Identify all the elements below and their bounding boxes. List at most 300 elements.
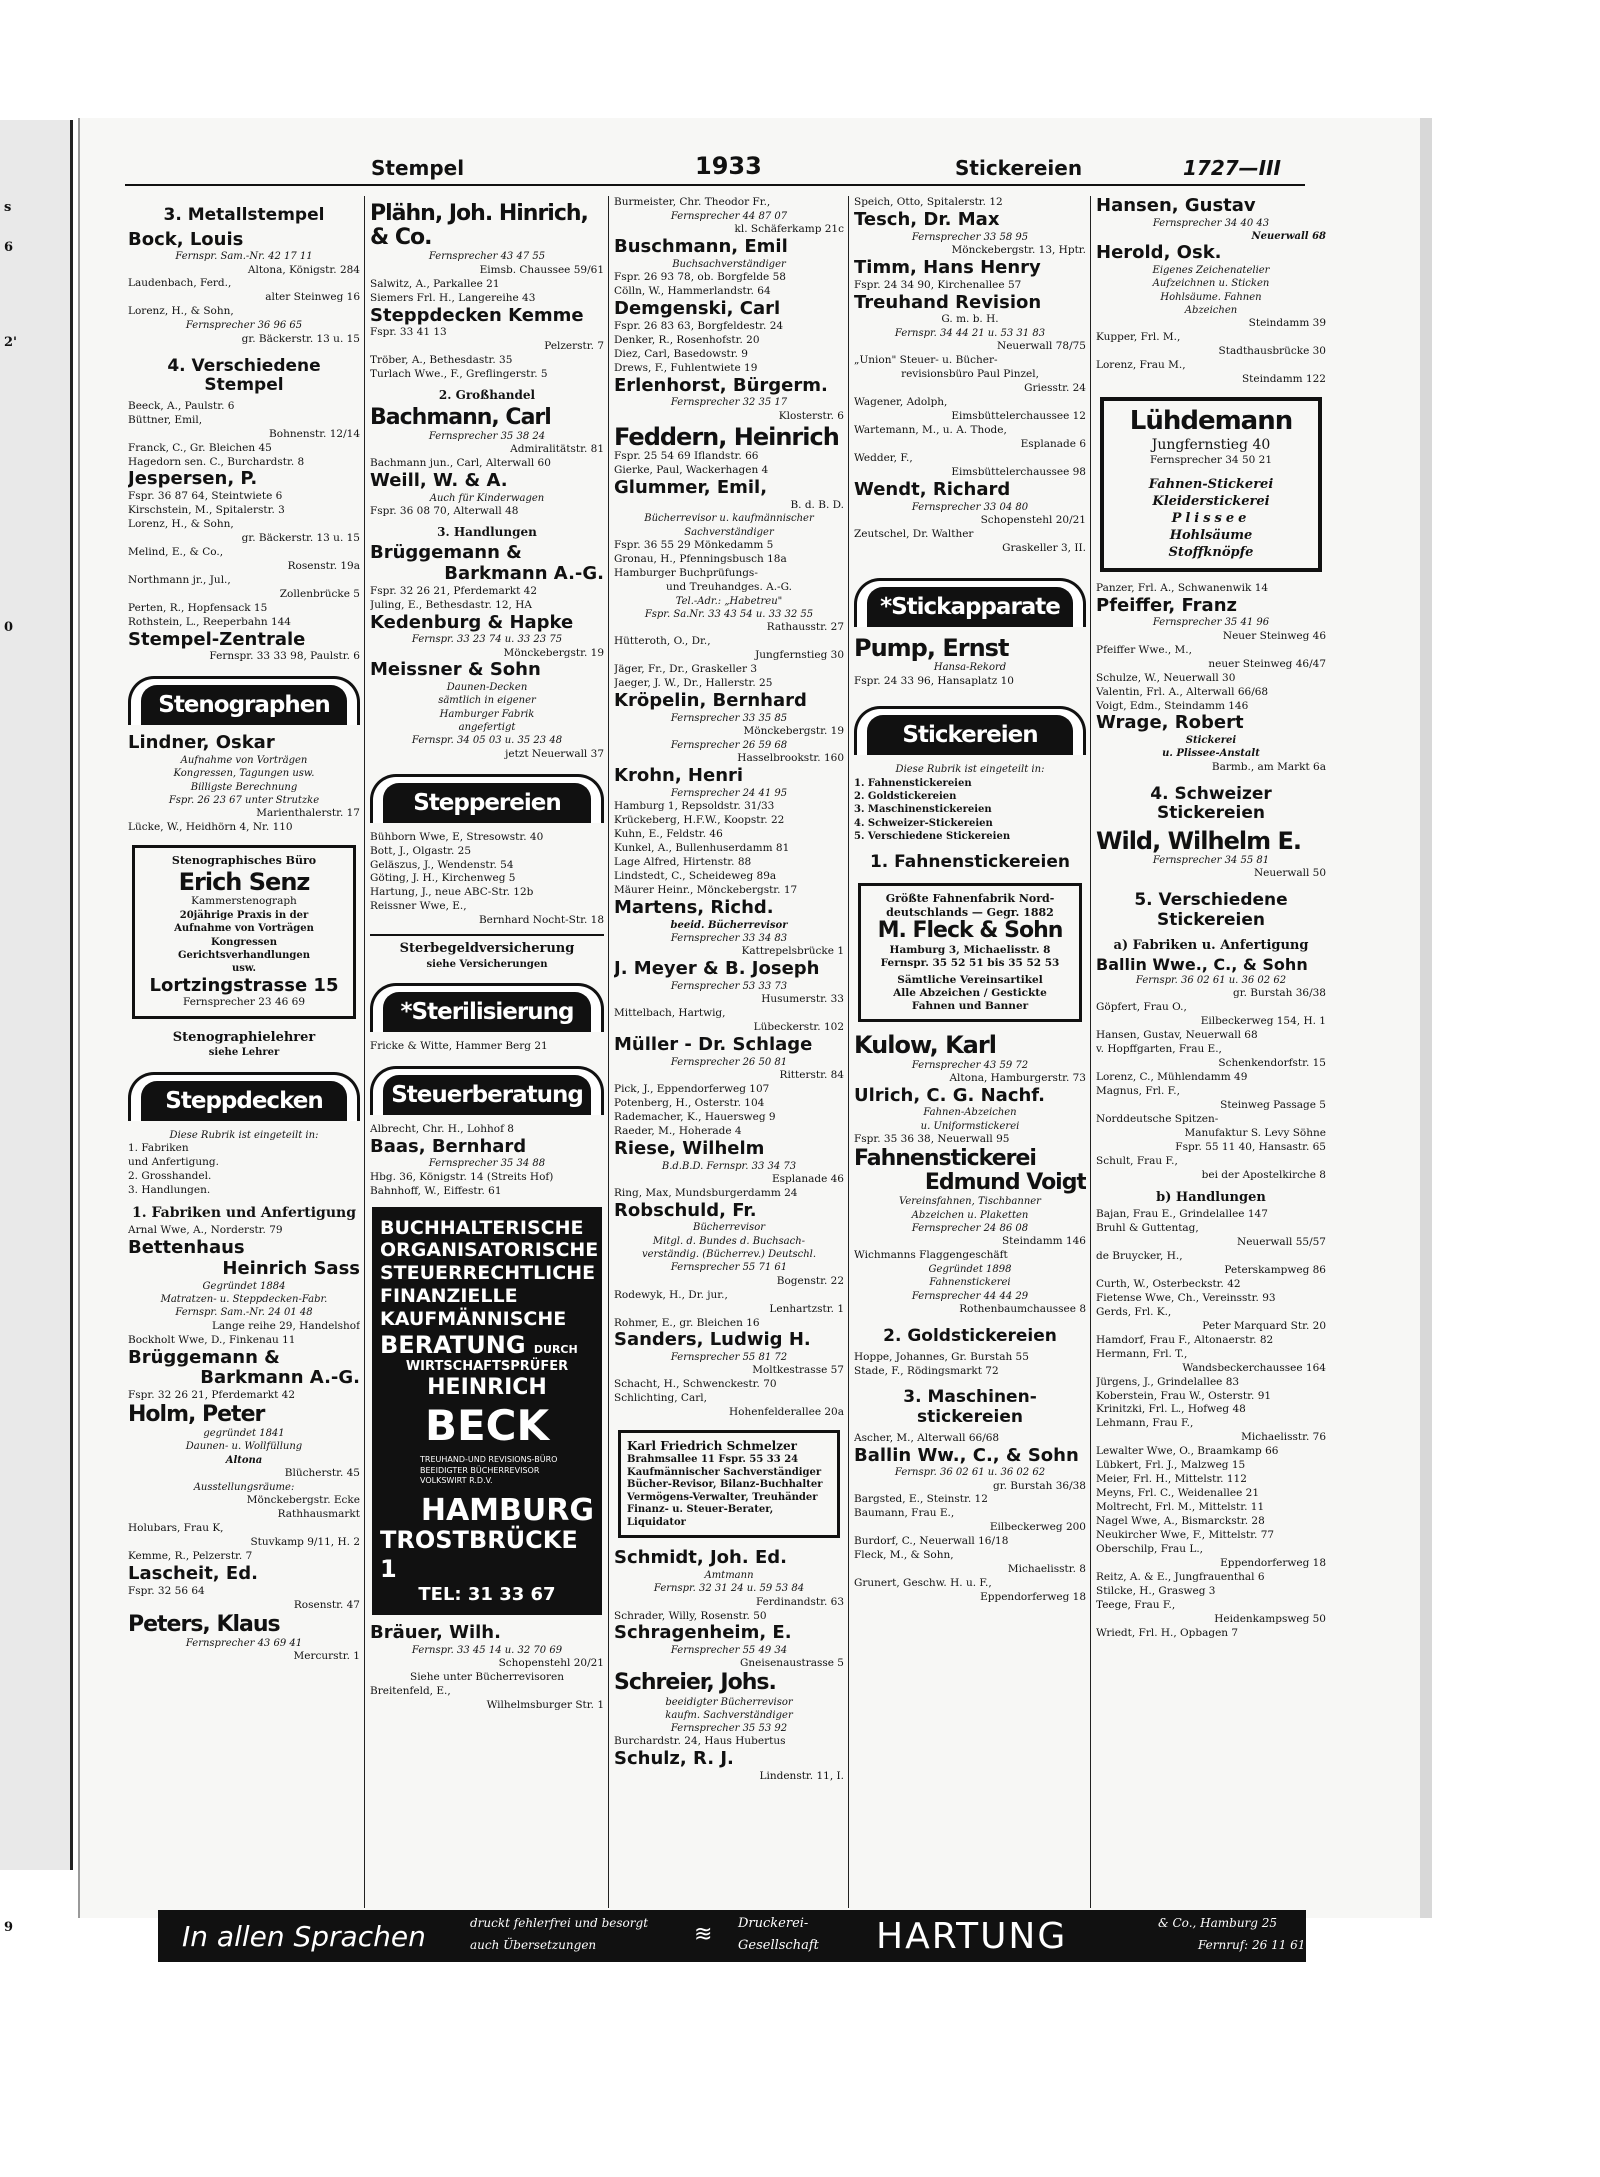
list-item: 3. Maschinenstickereien — [854, 804, 992, 816]
address: Hasselbrookstr. 160 — [737, 752, 844, 765]
entry: Kuhn, E., Feldstr. 46 — [614, 828, 723, 841]
ad-line: VOLKSWIRT R.D.V. — [420, 1476, 493, 1486]
ad-line: HEINRICH — [427, 1375, 547, 1401]
advert-box — [618, 1430, 840, 1538]
entry: Mittelbach, Hartwig, — [614, 1007, 726, 1020]
list-item: und Anfertigung. — [128, 1156, 219, 1169]
entry: und Treuhandges. A.-G. — [666, 580, 792, 593]
address: Neuerwall 68 — [1251, 230, 1326, 242]
address: Barmb., am Markt 6a — [1211, 760, 1326, 773]
entry: Lorenz, Frau M., — [1096, 359, 1186, 372]
entry: Fietense Wwe, Ch., Vereinsstr. 93 — [1096, 1291, 1276, 1304]
address: Hohenfelderallee 20a — [729, 1406, 844, 1419]
phone: Fspr. Sa.Nr. 33 43 54 u. 33 32 55 — [644, 609, 814, 621]
ad-line: WIRTSCHAFTSPRÜFER — [405, 1359, 569, 1375]
entry: Diez, Carl, Basedowstr. 9 — [614, 347, 748, 360]
entry: Lorenz, H., & Sohn, — [128, 518, 234, 531]
entry-name: Plähn, Joh. Hinrich, & Co. — [370, 201, 588, 251]
entry: Meier, Frl. H., Mittelstr. 112 — [1096, 1473, 1247, 1486]
entry: Drews, F., Fuhlentwiete 19 — [614, 361, 758, 374]
section-heading: 2. Goldstickereien — [883, 1326, 1057, 1347]
phone: Fernsprecher 33 34 83 — [670, 933, 788, 945]
note: Fahnenstickerei — [929, 1277, 1011, 1289]
address: Neuerwall 55/57 — [1237, 1236, 1326, 1249]
entry: Rohmer, E., gr. Bleichen 16 — [614, 1316, 760, 1329]
phone: Fernspr. Sam.-Nr. 24 01 48 — [175, 1307, 313, 1319]
entry-name: Pfeiffer, Franz — [1096, 594, 1237, 616]
address: gr. Bäckerstr. 13 u. 15 — [241, 332, 360, 345]
column-5 — [1096, 196, 1326, 1908]
entry-name: Robschuld, Fr. — [614, 1199, 757, 1221]
note: Ausstellungsräume: — [193, 1481, 295, 1493]
address: Moltkestrasse 57 — [752, 1364, 844, 1377]
page-edge — [1420, 118, 1432, 1918]
footer-slogan: In allen Sprachen — [182, 1920, 426, 1953]
address: Husumerstr. 33 — [761, 993, 844, 1006]
entry: Melind, E., & Co., — [128, 545, 224, 558]
address: Jungfernstieg 30 — [755, 649, 844, 662]
entry: Lewalter Wwe, O., Braamkamp 66 — [1096, 1445, 1279, 1458]
ad-line: Fahnen-Stickerei — [1148, 477, 1274, 493]
phone: Fernsprecher 32 35 17 — [670, 397, 788, 409]
section-heading: 4. Verschiedene Stempel — [167, 355, 321, 396]
note: Buchsachverständiger — [672, 258, 786, 270]
address: Peter Marquard Str. 20 — [1202, 1319, 1326, 1332]
ad-name: Lühdemann — [1129, 405, 1293, 436]
ad-line: Kleiderstickerei — [1152, 494, 1270, 510]
address: Steindamm 39 — [1248, 317, 1326, 330]
note: verständig. (Bücherrev.) Deutschl. — [641, 1249, 817, 1261]
ad-line: BERATUNG — [380, 1330, 526, 1359]
address: Rosenstr. 19a — [287, 559, 360, 572]
entry: Koberstein, Frau W., Osterstr. 91 — [1096, 1389, 1272, 1402]
sub-heading: 3. Handlungen — [437, 525, 537, 540]
entry: Gronau, H., Pfenningsbusch 18a — [614, 553, 787, 566]
entry: Wedder, F., — [854, 452, 913, 465]
address: Heidenkampsweg 50 — [1214, 1612, 1326, 1625]
address: Lange reihe 29, Handelshof — [211, 1319, 360, 1332]
cross-ref: siehe Lehrer — [208, 1047, 280, 1059]
category-title: Stenographen — [141, 685, 347, 725]
phone: Fernsprecher 24 86 08 — [911, 1222, 1029, 1234]
entry-name: Brüggemann & — [128, 1346, 280, 1368]
phone: Fernsprecher 33 04 80 — [911, 501, 1029, 513]
entry: Tröber, A., Bethesdastr. 35 — [370, 354, 513, 367]
ad-address: TROSTBRÜCKE 1 — [380, 1526, 578, 1583]
sub-heading: b) Handlungen — [1156, 1189, 1266, 1205]
waves-icon: ≋ — [694, 1922, 713, 1947]
entry-name: Barkmann A.-G. — [444, 562, 604, 584]
note: Mitgl. d. Bundes d. Buchsach- — [652, 1235, 806, 1247]
phone: Fspr. 26 93 78, ob. Borgfelde 58 — [614, 271, 786, 284]
entry-name: Schragenheim, E. — [614, 1622, 792, 1644]
address: Mönckebergstr. 19 — [743, 725, 844, 738]
entry-name: Stempel-Zentrale — [128, 628, 306, 650]
ad-line: Finanz- u. Steuer-Berater, Liquidator — [627, 1504, 774, 1528]
entry-name: Sanders, Ludwig H. — [614, 1329, 811, 1351]
entry: Reitz, A. & E., Jungfrauenthal 6 — [1096, 1570, 1265, 1583]
entry: Speich, Otto, Spitalerstr. 12 — [854, 196, 1003, 208]
ad-line: Kammerstenograph — [191, 895, 297, 908]
entry: Jäger, Fr., Dr., Graskeller 3 — [614, 663, 758, 676]
entry-name: Meissner & Sohn — [370, 659, 541, 681]
section-heading: 5. Verschiedene Stickereien — [1134, 890, 1288, 930]
entry-name: Steppdecken Kemme — [370, 304, 584, 326]
address: Stadthausbrücke 30 — [1218, 345, 1326, 358]
address: Bohnenstr. 12/14 — [269, 427, 360, 440]
phone: Fspr. 25 54 69 Iflandstr. 66 — [614, 449, 759, 462]
address: Michaelisstr. 8 — [1007, 1563, 1086, 1576]
address: Peterskampweg 86 — [1224, 1263, 1326, 1276]
note: Hohlsäume. Fahnen — [1160, 291, 1262, 303]
entry: Moltrecht, Frl. M., Mittelstr. 11 — [1096, 1501, 1265, 1514]
phone: Fernsprecher 36 96 65 — [185, 320, 303, 332]
note: Auch für Kinderwagen — [429, 493, 545, 505]
entry: „Union" Steuer- u. Bücher- — [854, 354, 998, 367]
phone: Fernspr. 32 31 24 u. 59 53 84 — [653, 1583, 805, 1595]
ad-line: KAUFMÄNNISCHE — [380, 1307, 567, 1330]
note: angefertigt — [458, 722, 516, 734]
entry: Stilcke, H., Grasweg 3 — [1096, 1584, 1216, 1597]
address: gr. Bäckerstr. 13 u. 15 — [241, 532, 360, 544]
address: Zollenbrücke 5 — [279, 587, 360, 600]
column-1 — [128, 196, 360, 1908]
entry: Schacht, H., Schwenckestr. 70 — [614, 1378, 777, 1391]
section-heading: 3. Maschinen-stickereien — [903, 1387, 1037, 1428]
category-title: Steppereien — [383, 783, 591, 823]
note: Bücherrevisor — [692, 1222, 765, 1234]
entry: Lübkert, Frl. J., Malzweg 15 — [1096, 1459, 1246, 1472]
ad-line: Größte Fahnenfabrik Nord- — [885, 891, 1055, 905]
phone: Fernsprecher 24 41 95 — [670, 788, 788, 800]
entry: Bahnhoff, W., Eiffestr. 61 — [370, 1184, 502, 1197]
entry-name: Buschmann, Emil — [614, 236, 788, 258]
ad-line: FINANZIELLE — [380, 1285, 518, 1308]
strip-char: 0 — [4, 620, 14, 635]
phone: Fernspr. 33 23 74 u. 33 23 75 — [411, 634, 563, 646]
note: Kongressen, Tagungen usw. — [173, 768, 315, 780]
entry-name: Ballin Ww., C., & Sohn — [854, 1444, 1079, 1466]
advert-box — [1100, 397, 1322, 572]
phone: Fspr. 32 56 64 — [128, 1584, 205, 1597]
phone: Fernsprecher 35 53 92 — [670, 1723, 788, 1735]
note: kaufm. Sachverständiger — [665, 1709, 793, 1721]
note: Bücherrevisor u. kaufmännischer — [644, 513, 814, 525]
phone: Fspr. 36 08 70, Alterwall 48 — [370, 505, 519, 518]
address: Esplanade 46 — [771, 1172, 844, 1185]
entry: Norddeutsche Spitzen- — [1096, 1113, 1219, 1126]
address: Stuvkamp 9/11, H. 2 — [250, 1536, 360, 1549]
entry: Hagedorn sen. C., Burchardstr. 8 — [128, 455, 305, 468]
address: Steinweg Passage 5 — [1220, 1099, 1326, 1112]
footer-line: Gesellschaft — [738, 1938, 819, 1953]
address: Schenkendorfstr. 15 — [1218, 1057, 1326, 1070]
strip-char: 6 — [4, 240, 14, 255]
entry: Wichmanns Flaggengeschäft — [854, 1249, 1008, 1262]
entry: Bajan, Frau E., Grindelallee 147 — [1096, 1208, 1268, 1221]
footer-line: Fernruf: 26 11 61 — [1198, 1938, 1306, 1952]
address: Neuerwall 50 — [1253, 867, 1326, 880]
entry: Burmeister, Chr. Theodor Fr., — [614, 196, 771, 208]
entry-name: Feddern, Heinrich — [614, 422, 839, 451]
address: Rathausstr. 27 — [766, 621, 844, 634]
note: Sachverständiger — [684, 526, 774, 538]
address: Lenhartzstr. 1 — [769, 1302, 844, 1315]
entry: Salwitz, A., Parkallee 21 — [370, 277, 500, 290]
entry-name: Brüggemann & — [370, 542, 522, 564]
ad-line: TREUHAND-UND REVISIONS-BÜRO — [420, 1455, 558, 1465]
note: beeid. Bücherrevisor — [670, 919, 788, 931]
entry-name: Baas, Bernhard — [370, 1135, 527, 1157]
address: Neuer Steinweg 46 — [1222, 629, 1326, 642]
address: Kattrepelsbrücke 1 — [741, 945, 844, 958]
phone: Fernsprecher 35 34 88 — [428, 1158, 546, 1170]
footer-line: Druckerei- — [738, 1916, 809, 1931]
phone: Fernsprecher 33 35 85 — [670, 712, 788, 724]
address: alter Steinweg 16 — [265, 291, 360, 304]
entry: Göting, J. H., Kirchenweg 5 — [370, 872, 516, 885]
entry: Oberschilp, Frau L., — [1096, 1542, 1204, 1555]
entry-name: Kedenburg & Hapke — [370, 611, 574, 633]
ad-phone: Fernspr. 35 52 51 bis 35 52 53 — [880, 956, 1060, 969]
entry-name: Peters, Klaus — [128, 1611, 280, 1637]
entry: Stade, F., Rödingsmarkt 72 — [854, 1364, 999, 1377]
entry: Burdorf, C., Neuerwall 16/18 — [854, 1535, 1009, 1548]
entry: Lindstedt, C., Scheideweg 89a — [614, 870, 777, 883]
list-item: 4. Schweizer-Stickereien — [854, 817, 993, 829]
entry: Wagener, Adolph, — [854, 396, 948, 409]
entry: Nagel Wwe, A., Bismarckstr. 28 — [1096, 1515, 1265, 1528]
category-tab — [370, 774, 604, 823]
address: Rathhausmarkt — [277, 1508, 360, 1521]
address: Steindamm 122 — [1241, 372, 1326, 385]
header-year: 1933 — [695, 152, 762, 180]
address: neuer Steinweg 46/47 — [1208, 657, 1326, 670]
list-item: 1. Fahnenstickereien — [854, 777, 972, 789]
ad-phone: Fernsprecher 34 50 21 — [1149, 453, 1273, 466]
entry: Baumann, Frau E., — [854, 1507, 955, 1520]
entry: Wartemann, M., u. A. Thode, — [854, 424, 1007, 437]
address: Blücherstr. 45 — [284, 1467, 360, 1480]
category-tab — [128, 676, 360, 725]
entry: Kunkel, A., Bullenhuserdamm 81 — [614, 842, 790, 855]
note: Vereinsfahnen, Tischbanner — [899, 1196, 1041, 1208]
section-heading: 4. Schweizer Stickereien — [1150, 783, 1272, 824]
entry: Wriedt, Frl. H., Opbagen 7 — [1096, 1626, 1239, 1639]
entry: Voigt, Edm., Steindamm 146 — [1096, 699, 1249, 712]
address: Graskeller 3, II. — [1002, 541, 1086, 554]
address: Mönckebergstr. Ecke — [246, 1494, 360, 1507]
entry: Lehmann, Frau F., — [1096, 1417, 1194, 1430]
entry: Büttner, Emil, — [128, 413, 203, 426]
facing-page-strip — [0, 120, 73, 1935]
entry: Potenberg, H., Osterstr. 104 — [614, 1097, 765, 1110]
entry: Lorenz, H., & Sohn, — [128, 305, 234, 318]
phone: Fernsprecher 44 44 29 — [911, 1290, 1029, 1302]
address: Griesstr. 24 — [1024, 382, 1086, 395]
ad-line: Kaufmännischer Sachverständiger — [627, 1466, 822, 1478]
cross-ref: siehe Versicherungen — [426, 958, 548, 970]
entry-name: Krohn, Henri — [614, 765, 744, 787]
phone: Fspr. 26 83 63, Borgfeldestr. 24 — [614, 319, 784, 332]
ad-line: Kongressen — [211, 936, 277, 948]
strip-char: 2' — [4, 335, 18, 350]
ad-city: HAMBURG — [420, 1492, 594, 1528]
entry: Denker, R., Rosenhofstr. 20 — [614, 333, 760, 346]
ad-name: M. Fleck & Sohn — [877, 918, 1063, 944]
entry: Jaeger, J. W., Dr., Hallerstr. 25 — [614, 677, 773, 690]
entry: Ring, Max, Mundsburgerdamm 24 — [614, 1186, 798, 1199]
list-item: 5. Verschiedene Stickereien — [854, 830, 1011, 842]
ad-line: deutschlands — Gegr. 1882 — [886, 905, 1054, 919]
section-heading: 1. Fahnenstickereien — [869, 852, 1071, 873]
entry: Bühborn Wwe, E, Stresowstr. 40 — [370, 830, 544, 843]
phone: Fernsprecher 35 41 96 — [1152, 617, 1270, 629]
ad-name: Erich Senz — [178, 867, 310, 896]
ad-line: Aufnahme von Vorträgen — [174, 923, 314, 935]
entry-name: Schulz, R. J. — [614, 1748, 734, 1770]
entry: Krinitzki, Frl. L., Hofweg 48 — [1096, 1403, 1246, 1416]
column-4 — [854, 196, 1086, 1908]
ad-phone: Brahmsallee 11 Fspr. 55 33 24 — [627, 1454, 799, 1466]
note: Eigenes Zeichenatelier — [1152, 264, 1270, 276]
entry: Kupper, Frl. M., — [1096, 331, 1181, 344]
phone: Fspr. 24 33 96, Hansaplatz 10 — [854, 674, 1014, 687]
note: u. Plissee-Anstalt — [1162, 748, 1260, 760]
entry: Mäurer Heinr., Mönckebergstr. 17 — [614, 884, 798, 897]
phone: Fspr. 35 36 38, Neuerwall 95 — [854, 1133, 1010, 1146]
phone: Fernspr. 33 33 98, Paulstr. 6 — [209, 650, 360, 663]
entry-name: Lindner, Oskar — [128, 732, 275, 754]
strip-char: 9 — [4, 1920, 14, 1935]
entry-name: Bräuer, Wilh. — [370, 1622, 501, 1644]
phone: Fernsprecher 26 59 68 — [670, 740, 788, 752]
address: Eimsbüttelerchaussee 98 — [951, 466, 1086, 479]
ad-line: Plissee — [1171, 511, 1251, 527]
entry: Göpfert, Frau O., — [1096, 1001, 1187, 1014]
note: Hansa-Rekord — [933, 662, 1007, 674]
entry: v. Hopffgarten, Frau E., — [1096, 1043, 1222, 1056]
phone: Fernsprecher 34 55 81 — [1152, 855, 1270, 867]
hartung-footer-advert — [158, 1910, 1306, 1962]
list-item: 2. Goldstickereien — [854, 791, 957, 803]
advert-box — [858, 883, 1082, 1022]
entry: Bruhl & Guttentag, — [1096, 1222, 1199, 1235]
note: B. d. B. D. — [790, 498, 844, 511]
entry: Hamburger Buchprüfungs- — [614, 566, 758, 579]
entry: Northmann jr., Jul., — [128, 573, 231, 586]
list-item: 2. Grosshandel. — [128, 1169, 212, 1182]
entry: Gierke, Paul, Wackerhagen 4 — [614, 463, 769, 476]
entry-name: Müller - Dr. Schlage — [614, 1034, 813, 1056]
phone: Fspr. 36 55 29 Mönkedamm 5 — [614, 539, 774, 552]
note: Fahnen-Abzeichen — [923, 1107, 1017, 1119]
phone: Fernspr. 34 44 21 u. 53 31 83 — [894, 328, 1046, 340]
list-item: 3. Handlungen. — [128, 1183, 211, 1196]
address: Hbg. 36, Königstr. 14 (Streits Hof) — [370, 1170, 554, 1183]
address: bei der Apostelkirche 8 — [1201, 1168, 1326, 1181]
section-heading: 3. Metallstempel — [163, 205, 325, 225]
entry: Schulze, W., Neuerwall 30 — [1096, 671, 1236, 684]
address: Eppendorferweg 18 — [980, 1591, 1086, 1604]
category-title: *Sterilisierung — [383, 992, 591, 1032]
ad-name: Karl Friedrich Schmelzer — [627, 1439, 797, 1454]
address: Admiralitätstr. 81 — [510, 443, 604, 456]
address: Bogenstr. 22 — [776, 1274, 844, 1287]
ad-line: Sämtliche Vereinsartikel — [897, 973, 1043, 986]
phone: Fspr. 55 11 40, Hansastr. 65 — [1175, 1140, 1326, 1153]
cross-ref: Sterbegeldversicherung — [399, 941, 575, 957]
entry: Franck, C., Gr. Bleichen 45 — [128, 441, 272, 454]
entry-name: Edmund Voigt — [924, 1170, 1086, 1196]
entry: Schlichting, Carl, — [614, 1392, 707, 1405]
entry: Hermann, Frl. T., — [1096, 1347, 1188, 1360]
entry: Gerds, Frl. K., — [1096, 1305, 1172, 1318]
category-title: Steuerberatung — [383, 1075, 591, 1115]
entry: Kemme, R., Pelzerstr. 7 — [128, 1550, 253, 1563]
entry: Perten, R., Hopfensack 15 — [128, 601, 268, 614]
note: Gegründet 1898 — [928, 1264, 1012, 1276]
list-item: 1. Fabriken — [128, 1142, 189, 1155]
address: Klosterstr. 6 — [778, 409, 844, 422]
ad-address: Jungfernstieg 40 — [1151, 436, 1271, 453]
phone: Fspr. 33 41 13 — [370, 326, 447, 339]
entry: Lorenz, C., Mühlendamm 49 — [1096, 1071, 1248, 1084]
entry: Panzer, Frl. A., Schwanenwik 14 — [1096, 581, 1269, 594]
entry-name: Timm, Hans Henry — [854, 256, 1041, 278]
ad-line: Bücher-Revisor, Bilanz-Buchhalter — [627, 1479, 823, 1491]
entry: Ascher, M., Alterwall 66/68 — [854, 1431, 1000, 1444]
address: Rosenstr. 47 — [293, 1598, 360, 1611]
phone: Fernspr. Sam.-Nr. 42 17 11 — [175, 251, 313, 263]
entry: Bachmann jun., Carl, Alterwall 60 — [370, 457, 551, 470]
entry: G. m. b. H. — [941, 313, 999, 326]
entry-name: Jespersen, P. — [128, 468, 258, 490]
phone: Fernsprecher 35 38 24 — [428, 431, 546, 443]
address: kl. Schäferkamp 21c — [734, 223, 844, 236]
entry: Krückeberg, H.F.W., Koopstr. 22 — [614, 814, 785, 827]
sub-heading: 2. Großhandel — [438, 388, 536, 403]
entry: Kirschstein, M., Spitalerstr. 3 — [128, 504, 285, 517]
entry: Neukircher Wwe, F., Mittelstr. 77 — [1096, 1529, 1275, 1542]
entry: Hütteroth, O., Dr., — [614, 635, 711, 648]
entry-name: Wrage, Robert — [1096, 712, 1244, 734]
address: Schopenstehl 20/21 — [498, 1657, 604, 1670]
phone: Fspr. 36 87 64, Steintwiete 6 — [128, 490, 283, 503]
entry: Bargsted, E., Steinstr. 12 — [854, 1493, 988, 1506]
entry-name: Ballin Wwe., C., & Sohn — [1096, 954, 1308, 974]
category-tab — [370, 983, 604, 1032]
address: Esplanade 6 — [1020, 438, 1086, 451]
footer-line: & Co., Hamburg 25 — [1158, 1916, 1278, 1930]
entry: Lage Alfred, Hirtenstr. 88 — [614, 856, 752, 869]
phone: Fernsprecher 43 69 41 — [185, 1637, 303, 1649]
entry-name: Holm, Peter — [128, 1401, 265, 1427]
entry: Valentin, Frl. A., Alterwall 66/68 — [1096, 685, 1269, 698]
entry: Meyns, Frl. C., Weidenallee 21 — [1096, 1487, 1260, 1500]
ad-line: Alle Abzeichen / Gestickte — [893, 986, 1047, 999]
entry: Schult, Frau F., — [1096, 1154, 1178, 1167]
entry-name: Treuhand Revision — [854, 291, 1042, 313]
ad-brand: BECK — [424, 1401, 550, 1451]
entry: Geläszus, J., Wendenstr. 54 — [370, 858, 514, 871]
entry-name: Schreier, Johs. — [614, 1670, 776, 1696]
address: Lindenstr. 11, I. — [759, 1770, 844, 1783]
entry-name: Tesch, Dr. Max — [854, 208, 1000, 230]
entry-name: Glummer, Emil, — [614, 476, 768, 498]
entry: Fricke & Witte, Hammer Berg 21 — [370, 1039, 548, 1052]
ad-line: DURCH — [533, 1342, 578, 1356]
